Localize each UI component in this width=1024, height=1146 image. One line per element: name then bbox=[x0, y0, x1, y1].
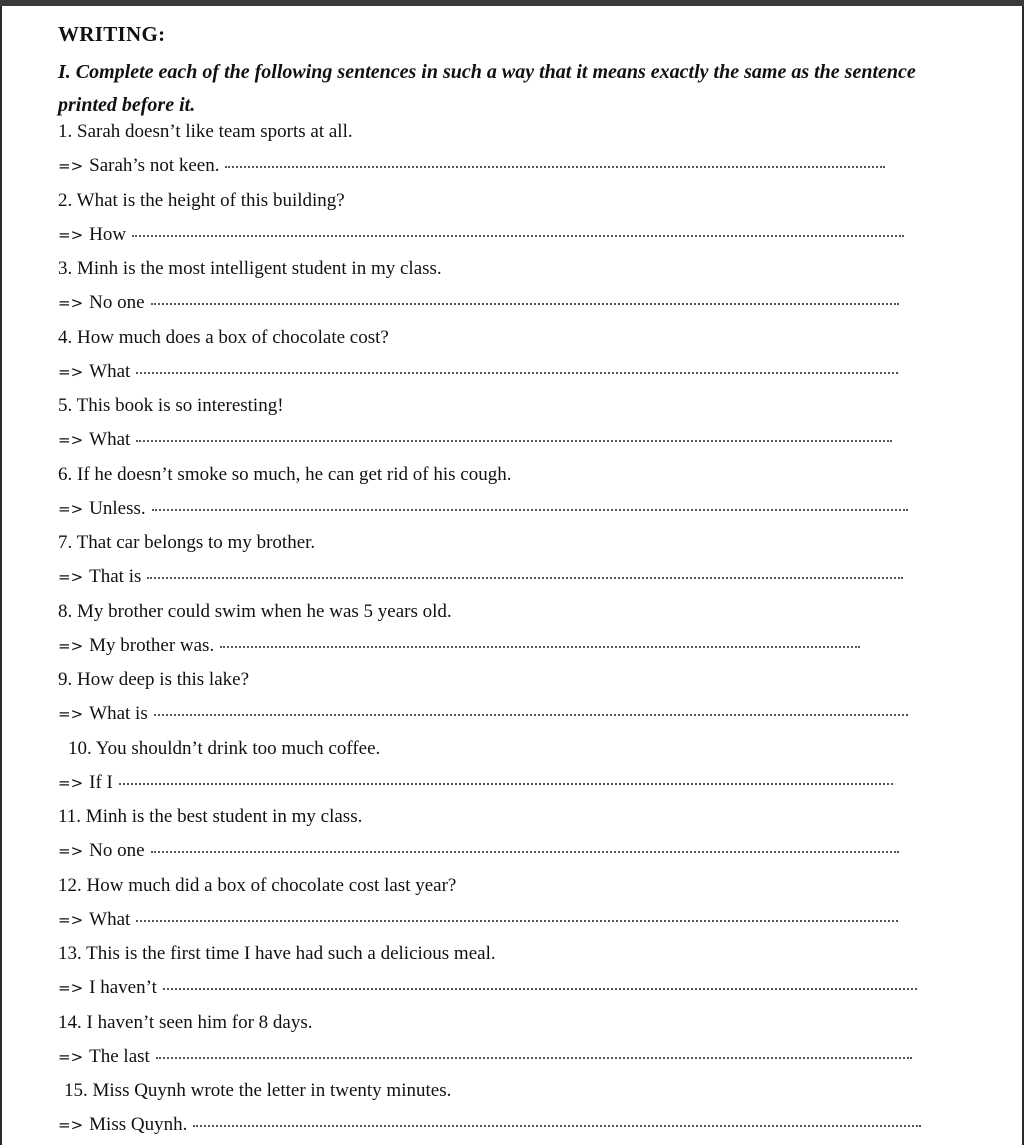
arrow-symbol: => bbox=[58, 568, 84, 586]
answer-blank bbox=[119, 781, 893, 785]
exercise-item bbox=[0, 461, 1024, 530]
exercise-item bbox=[0, 872, 1024, 941]
worksheet-page bbox=[0, 6, 1024, 1145]
arrow-symbol: => bbox=[58, 842, 84, 860]
answer-blank bbox=[152, 507, 908, 511]
arrow-symbol: => bbox=[58, 157, 84, 175]
answer-line bbox=[58, 702, 908, 726]
arrow-symbol: => bbox=[58, 910, 84, 929]
answer-prompt: What bbox=[89, 429, 131, 450]
answer-blank bbox=[147, 575, 903, 579]
answer-prompt: I haven’t bbox=[89, 977, 157, 998]
exercise-item bbox=[0, 187, 1024, 256]
answer-blank bbox=[220, 644, 860, 648]
question-text: 11. Minh is the best student in my class. bbox=[58, 806, 363, 827]
exercise-item bbox=[0, 1077, 1024, 1146]
answer-line bbox=[58, 223, 904, 247]
exercise-item bbox=[0, 392, 1024, 461]
exercise-item bbox=[0, 666, 1024, 735]
exercise-item bbox=[0, 598, 1024, 667]
question-text: 13. This is the first time I have had such a delicious meal. bbox=[58, 943, 496, 964]
answer-line bbox=[58, 360, 898, 384]
answer-prompt: The last bbox=[89, 1045, 150, 1067]
answer-blank bbox=[225, 164, 885, 168]
question-text: 14. I haven’t seen him for 8 days. bbox=[58, 1011, 313, 1033]
question-text: 7. That car belongs to my brother. bbox=[58, 532, 316, 553]
question-text: 12. How much did a box of chocolate cost last year? bbox=[58, 874, 457, 896]
exercise-item bbox=[0, 735, 1024, 804]
answer-prompt: What is bbox=[89, 703, 148, 724]
answer-line bbox=[58, 565, 903, 589]
arrow-symbol: => bbox=[58, 1116, 84, 1134]
answer-blank bbox=[151, 849, 899, 853]
answer-prompt: No one bbox=[89, 292, 145, 313]
arrow-symbol: => bbox=[58, 1047, 84, 1066]
answer-line bbox=[58, 291, 899, 315]
answer-prompt: What bbox=[89, 360, 131, 382]
answer-line bbox=[58, 1045, 912, 1069]
arrow-symbol: => bbox=[58, 636, 84, 655]
question-text: 6. If he doesn’t smoke so much, he can get rid of his cough. bbox=[58, 463, 512, 485]
answer-prompt: Miss Quynh. bbox=[89, 1114, 188, 1135]
arrow-symbol: => bbox=[58, 705, 84, 723]
answer-blank bbox=[136, 438, 892, 442]
arrow-symbol: => bbox=[58, 225, 84, 244]
answer-line bbox=[58, 428, 892, 452]
answer-line bbox=[58, 497, 908, 521]
question-text: 15. Miss Quynh wrote the letter in twenty minutes. bbox=[64, 1080, 452, 1101]
answer-blank bbox=[151, 301, 899, 305]
question-text: 2. What is the height of this building? bbox=[58, 189, 345, 211]
exercise-item bbox=[0, 255, 1024, 324]
exercise-item bbox=[0, 324, 1024, 393]
answer-prompt: How bbox=[89, 223, 127, 245]
question-text: 3. Minh is the most intelligent student in my class. bbox=[58, 258, 442, 279]
question-text: 1. Sarah doesn’t like team sports at all. bbox=[58, 121, 353, 142]
answer-prompt: My brother was. bbox=[89, 634, 215, 656]
arrow-symbol: => bbox=[58, 431, 84, 449]
answer-line bbox=[58, 1113, 921, 1137]
question-text: 5. This book is so interesting! bbox=[58, 395, 284, 416]
exercise-item bbox=[0, 529, 1024, 598]
instruction-text: I. Complete each of the following sentences in such a way that it means exactly the same as the sentence printed before it. bbox=[58, 61, 916, 116]
question-text: 8. My brother could swim when he was 5 years old. bbox=[58, 600, 452, 622]
arrow-symbol: => bbox=[58, 294, 84, 312]
answer-prompt: Sarah’s not keen. bbox=[89, 155, 220, 176]
arrow-symbol: => bbox=[58, 362, 84, 381]
answer-line bbox=[58, 771, 893, 795]
section-heading: WRITING: bbox=[58, 22, 166, 46]
answer-blank bbox=[136, 918, 898, 922]
answer-blank bbox=[156, 1055, 912, 1059]
answer-blank bbox=[193, 1123, 921, 1127]
answer-prompt: That is bbox=[89, 566, 142, 587]
exercise-list bbox=[0, 118, 1024, 1146]
exercise-item bbox=[0, 803, 1024, 872]
answer-prompt: If I bbox=[89, 771, 113, 793]
answer-line bbox=[58, 908, 898, 932]
answer-line bbox=[58, 839, 899, 863]
answer-prompt: Unless. bbox=[89, 497, 146, 519]
arrow-symbol: => bbox=[58, 979, 84, 997]
exercise-item bbox=[0, 118, 1024, 187]
arrow-symbol: => bbox=[58, 773, 84, 792]
question-text: 4. How much does a box of chocolate cost? bbox=[58, 326, 389, 348]
arrow-symbol: => bbox=[58, 499, 84, 518]
exercise-item bbox=[0, 1009, 1024, 1078]
answer-line bbox=[58, 634, 860, 658]
answer-blank bbox=[136, 370, 898, 374]
answer-line bbox=[58, 154, 885, 178]
question-text: 9. How deep is this lake? bbox=[58, 669, 250, 690]
question-text: 10. You shouldn’t drink too much coffee. bbox=[68, 737, 381, 759]
answer-prompt: What bbox=[89, 908, 131, 930]
answer-blank bbox=[154, 712, 908, 716]
exercise-item bbox=[0, 940, 1024, 1009]
answer-prompt: No one bbox=[89, 840, 145, 861]
answer-blank bbox=[163, 986, 917, 990]
answer-blank bbox=[132, 233, 904, 237]
answer-line bbox=[58, 976, 917, 1000]
